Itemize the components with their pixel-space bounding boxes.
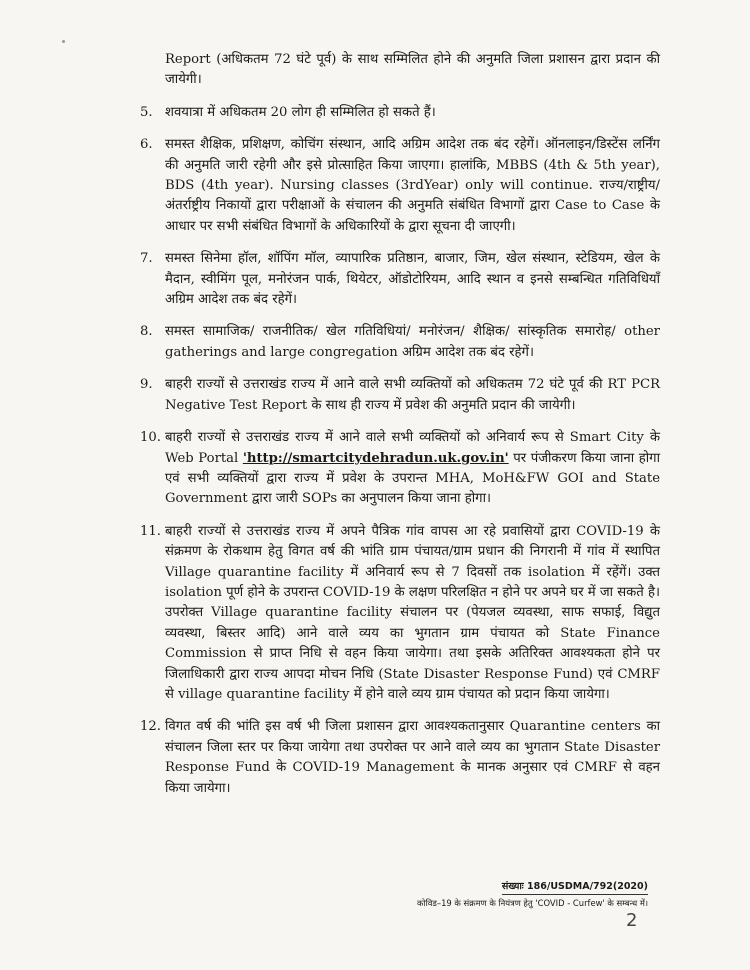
item-number: 7.	[140, 251, 153, 267]
scan-speck	[62, 40, 65, 43]
list-item-11	[140, 522, 660, 706]
item-text: विगत वर्ष की भांति इस वर्ष भी जिला प्रशासन द्वारा आवश्यकतानुसार Quarantine centers का संचालन जिला स्तर पर किया जायेगा तथा उपरोक्त पर आने वाले व्यय का भुगतान State Disaster Response Fund के COVID-19 Management के मानक अनुसार एवं CMRF से वहन किया जायेगा।	[165, 719, 660, 796]
item-number: 11.	[140, 523, 161, 539]
subject-line: कोविड–19 के संक्रमण के नियंत्रण हेतु 'COVID - Curfew' के सम्बन्ध में।	[417, 898, 648, 908]
item-text: समस्त सिनेमा हॉल, शॉपिंग मॉल, व्यापारिक प्रतिष्ठान, बाजार, जिम, खेल संस्थान, स्टेडियम, खेल के मैदान, स्वीमिंग पूल, मनोरंजन पार्क, थियेटर, ऑडोटोरियम, आदि स्थान व इनसे सम्बन्धित गतिविधियाँ अग्रिम आदेश तक बंद रहेगें।	[165, 251, 660, 308]
item-number: 5.	[140, 104, 153, 120]
item-text: बाहरी राज्यों से उत्तराखंड राज्य में अपने पैत्रिक गांव वापस आ रहे प्रवासियों द्वारा COVID-19 के संक्रमण के रोकथाम हेतु विगत वर्ष की भांति ग्राम पंचायत/ग्राम प्रधान की निगरानी में गांव में स्थापित Village quarantine facility में अनिवार्य रूप से 7 दिवसों तक isolation में रहेंगें। उक्त isolation पूर्ण होने के उपरान्त COVID-19 के लक्षण परिलक्षित न होने पर अपने घर में जा सकते है। उपरोक्त Village quarantine facility संचालन पर (पेयजल व्यवस्था, साफ सफाई, विद्युत व्यवस्था, बिस्तर आदि) आने वाले व्यय का भुगतान ग्राम पंचायत को State Finance Commission से प्राप्त निधि से वहन किया जायेगा। तथा इसके अतिरिक्त आवश्यकता होने पर जिलाधिकारी द्वारा राज्य आपदा मोचन निधि (State Disaster Response Fund) एवं CMRF से village quarantine facility में होने वाले व्यय ग्राम पंचायत को प्रदान किया जायेगा।	[165, 523, 661, 702]
item-number: 8.	[140, 324, 153, 340]
item-number: 10.	[140, 430, 161, 446]
item-text: शवयात्रा में अधिकतम 20 लोग ही सम्मिलित हो सकते हैं।	[165, 104, 436, 120]
item-text-after: पर पंजीकरण किया जाना होगा एवं सभी व्यक्तियों द्वारा राज्य में प्रवेश के उपरान्त MHA, MoH&FW GOI and State Government द्वारा जारी SOPs का अनुपालन किया जाना होगा।	[165, 450, 660, 507]
reference-number: संख्याः 186/USDMA/792(2020)	[502, 881, 648, 895]
list-item-9	[140, 375, 660, 416]
smart-city-url[interactable]: 'http://smartcitydehradun.uk.gov.in'	[242, 450, 509, 466]
list-item-8	[140, 322, 660, 363]
document-footer	[380, 880, 648, 909]
list-item-10	[140, 428, 660, 510]
list-item-6	[140, 135, 660, 237]
item-text	[165, 428, 660, 510]
page-number: 2	[626, 910, 638, 931]
item-number: 6.	[140, 137, 153, 153]
item-number: 12.	[140, 719, 161, 735]
list-item-7	[140, 249, 660, 310]
document-body	[140, 50, 660, 811]
list-item-5	[140, 103, 660, 123]
item-text: समस्त शैक्षिक, प्रशिक्षण, कोचिंग संस्थान, आदि अग्रिम आदेश तक बंद रहेगें। ऑनलाइन/डिस्टेंस लर्निंग की अनुमति जारी रहेगी और इसे प्रोत्साहित किया जाएगा। हालांकि, MBBS (4th & 5th year), BDS (4th year). Nursing classes (3rdYear) only will continue. राज्य/राष्ट्रीय/अंतर्राष्ट्रीय निकायों द्वारा परीक्षाओं के संचालन की अनुमति संबंधित विभागों द्वारा Case to Case के आधार पर सभी संबंधित विभागों के अधिकारियों के द्वारा सूचना दी जाएगी।	[165, 137, 660, 234]
item-number: 9.	[140, 377, 153, 393]
item-text-before: बाहरी राज्यों से उत्तराखंड राज्य में आने वाले सभी व्यक्तियों को अनिवार्य रूप से Smart City के Web Portal	[165, 430, 660, 466]
intro-paragraph: Report (अधिकतम 72 घंटे पूर्व) के साथ सम्मिलित होने की अनुमति जिला प्रशासन द्वारा प्रदान की जायेगी।	[165, 52, 660, 88]
item-text: समस्त सामाजिक/ राजनीतिक/ खेल गतिविधियां/ मनोरंजन/ शैक्षिक/ सांस्कृतिक समारोह/ other gatherings and large congregation अग्रिम आदेश तक बंद रहेगें।	[165, 324, 660, 360]
list-item-12	[140, 717, 660, 799]
item-text: बाहरी राज्यों से उत्तराखंड राज्य में आने वाले सभी व्यक्तियों को अधिकतम 72 घंटे पूर्व की RT PCR Negative Test Report के साथ ही राज्य में प्रवेश की अनुमति प्रदान की जायेगी।	[165, 377, 660, 413]
